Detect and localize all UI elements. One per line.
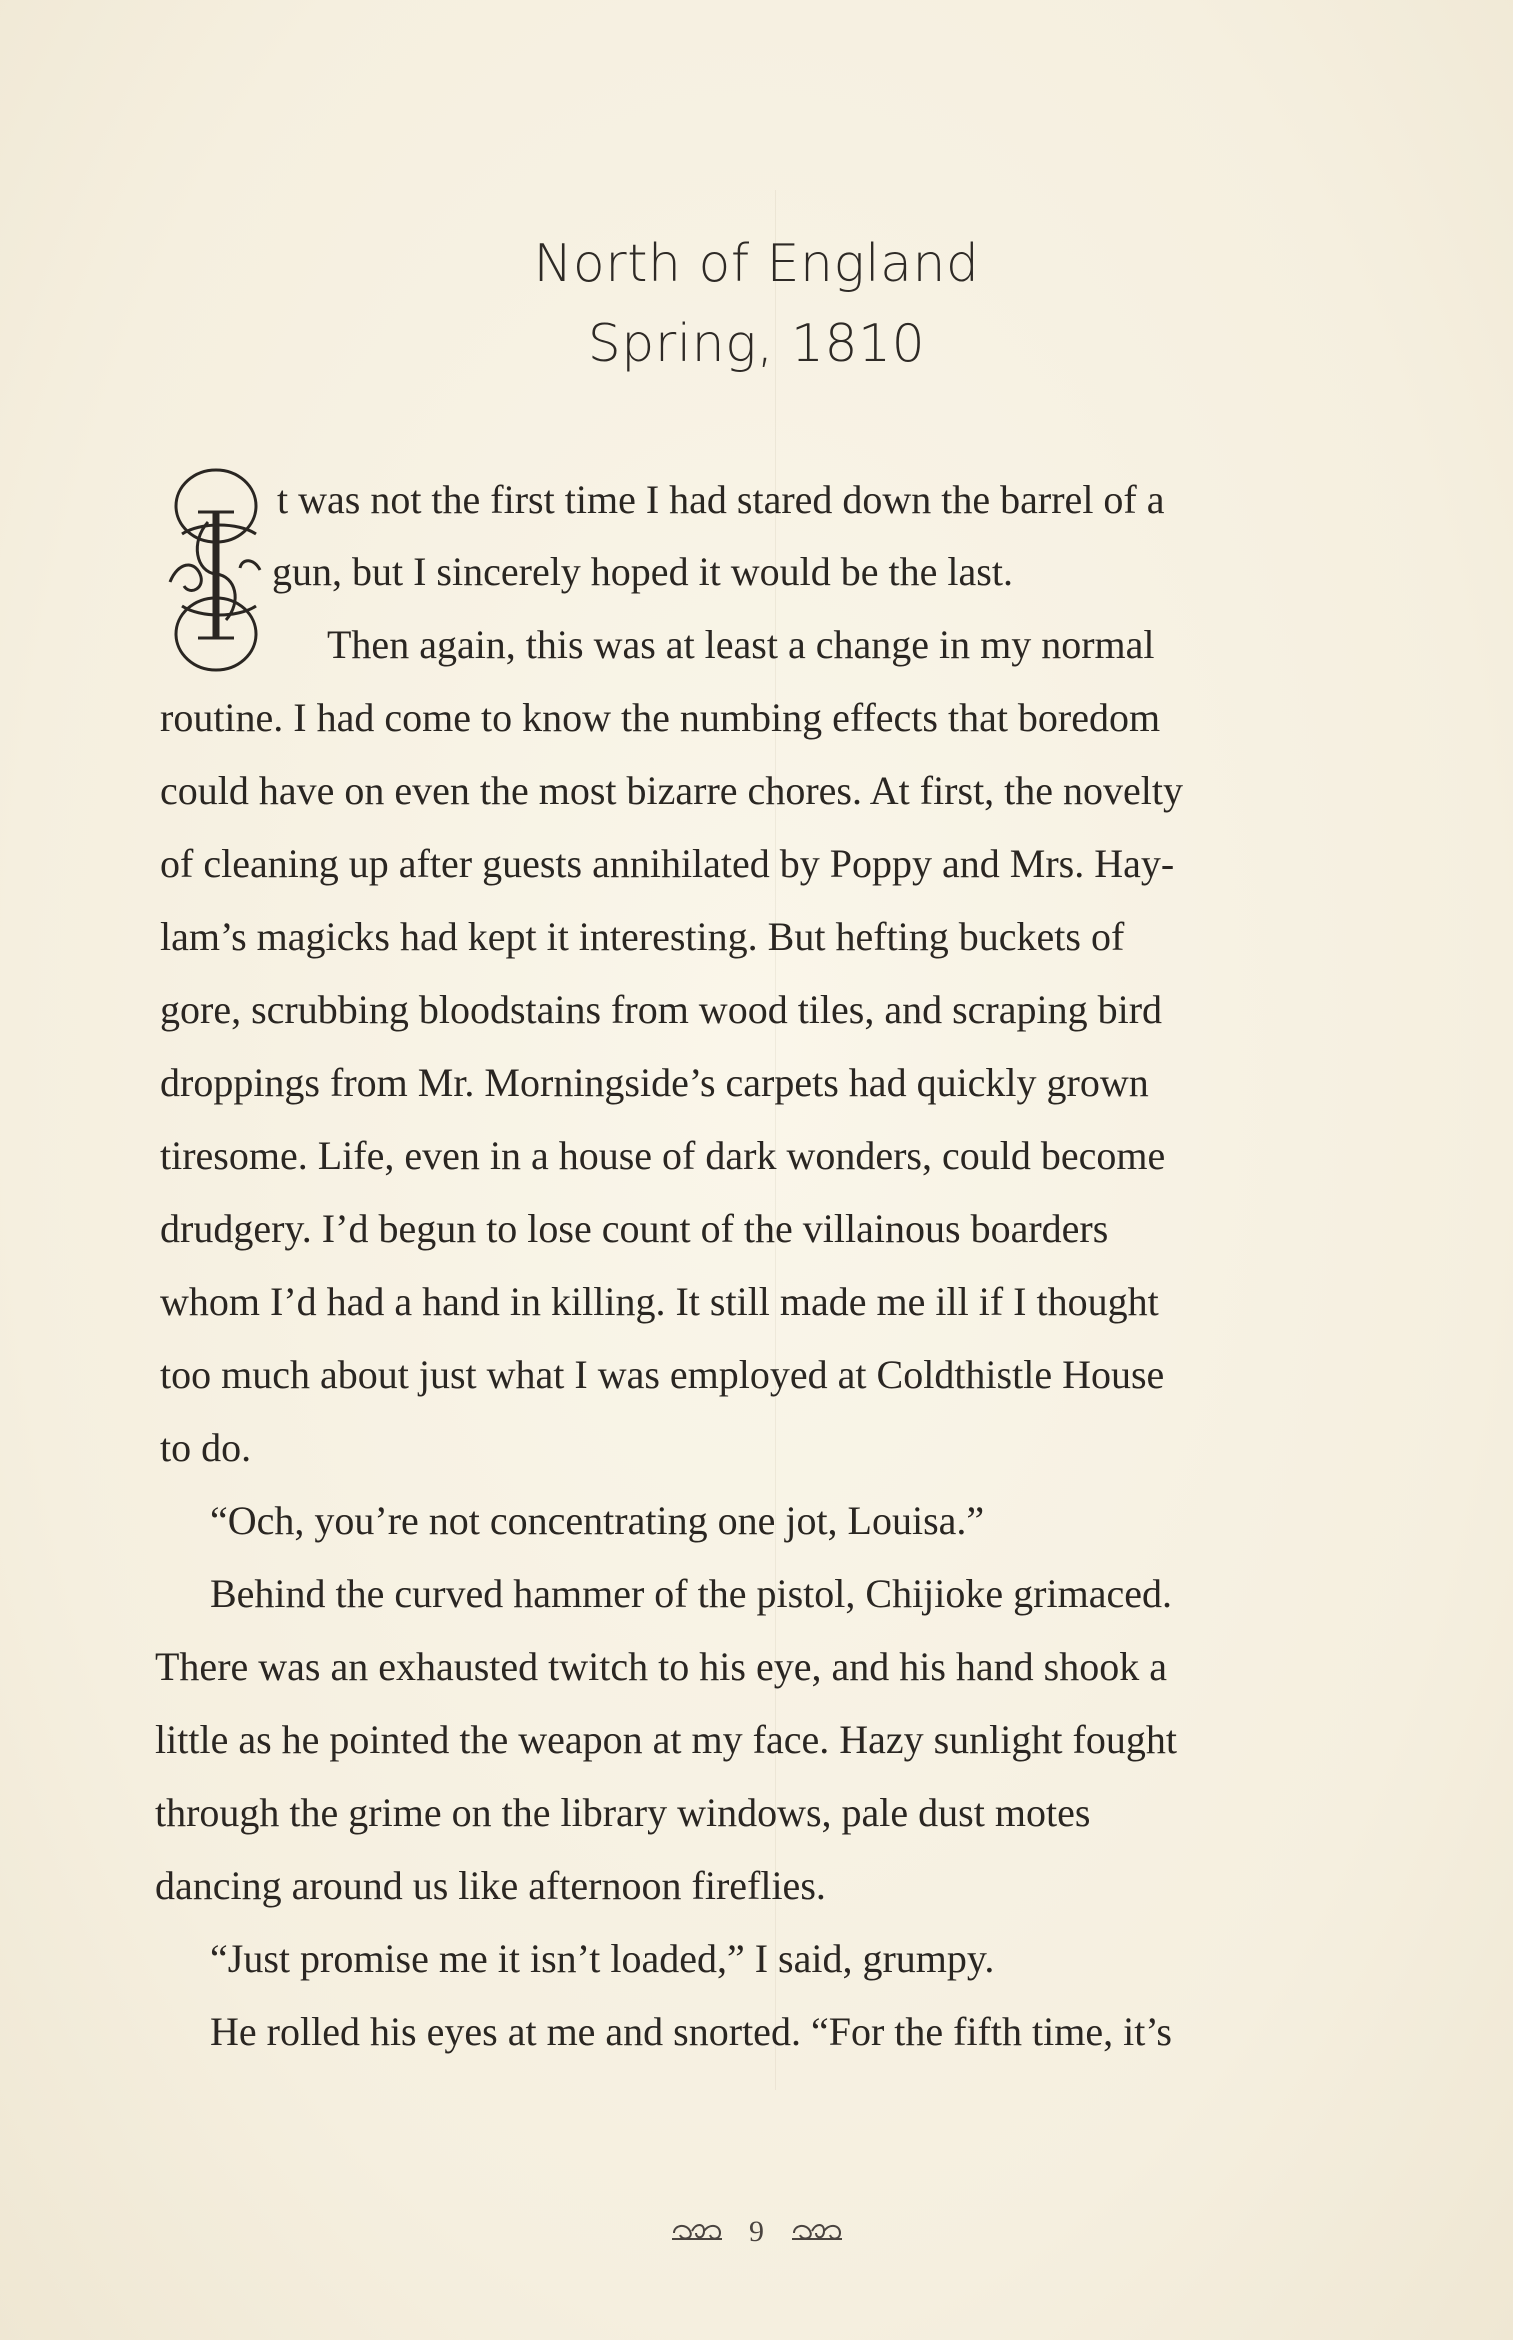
- page-footer: [0, 2213, 1513, 2249]
- text-line-8: gore, scrubbing bloodstains from wood tiles, and scraping bird: [160, 987, 1163, 1032]
- text-line-20: dancing around us like afternoon fireflies.: [155, 1863, 826, 1908]
- text-line-16: Behind the curved hammer of the pistol, Chijioke grimaced.: [210, 1571, 1172, 1616]
- text-line-10: tiresome. Life, even in a house of dark wonders, could become: [160, 1133, 1166, 1178]
- right-flourish-icon: [790, 2219, 844, 2245]
- left-flourish-icon: [670, 2219, 724, 2245]
- text-line-19: through the grime on the library windows, pale dust motes: [155, 1790, 1091, 1835]
- text-line-6: of cleaning up after guests annihilated by Poppy and Mrs. Hay-: [160, 841, 1175, 886]
- text-line-3: Then again, this was at least a change in my normal: [327, 622, 1155, 667]
- text-line-22: He rolled his eyes at me and snorted. “For the fifth time, it’s: [210, 2009, 1172, 2054]
- text-line-17: There was an exhausted twitch to his eye, and his hand shook a: [155, 1644, 1167, 1689]
- text-line-2: gun, but I sincerely hoped it would be the last.: [272, 549, 1013, 594]
- text-line-4: routine. I had come to know the numbing effects that boredom: [160, 695, 1161, 740]
- text-line-14: to do.: [160, 1425, 252, 1470]
- text-line-13: too much about just what I was employed at Coldthistle House: [160, 1352, 1165, 1397]
- text-line-5: could have on even the most bizarre chores. At first, the novelty: [160, 768, 1184, 813]
- text-line-15: “Och, you’re not concentrating one jot, Louisa.”: [210, 1498, 985, 1543]
- text-line-18: little as he pointed the weapon at my face. Hazy sunlight fought: [155, 1717, 1177, 1762]
- text-line-11: drudgery. I’d begun to lose count of the villainous boarders: [160, 1206, 1109, 1251]
- text-line-12: whom I’d had a hand in killing. It still made me ill if I thought: [160, 1279, 1159, 1324]
- text-line-21: “Just promise me it isn’t loaded,” I said, grumpy.: [210, 1936, 995, 1981]
- page-number: 9: [749, 2215, 764, 2249]
- text-line-1: t was not the first time I had stared down the barrel of a: [277, 477, 1165, 522]
- text-line-9: droppings from Mr. Morningside’s carpets had quickly grown: [160, 1060, 1149, 1105]
- dropcap-ornament: [160, 462, 272, 678]
- text-line-7: lam’s magicks had kept it interesting. But hefting buckets of: [160, 914, 1125, 959]
- chapter-heading-date: Spring, 1810: [587, 314, 926, 374]
- chapter-heading-location: North of England: [533, 234, 980, 294]
